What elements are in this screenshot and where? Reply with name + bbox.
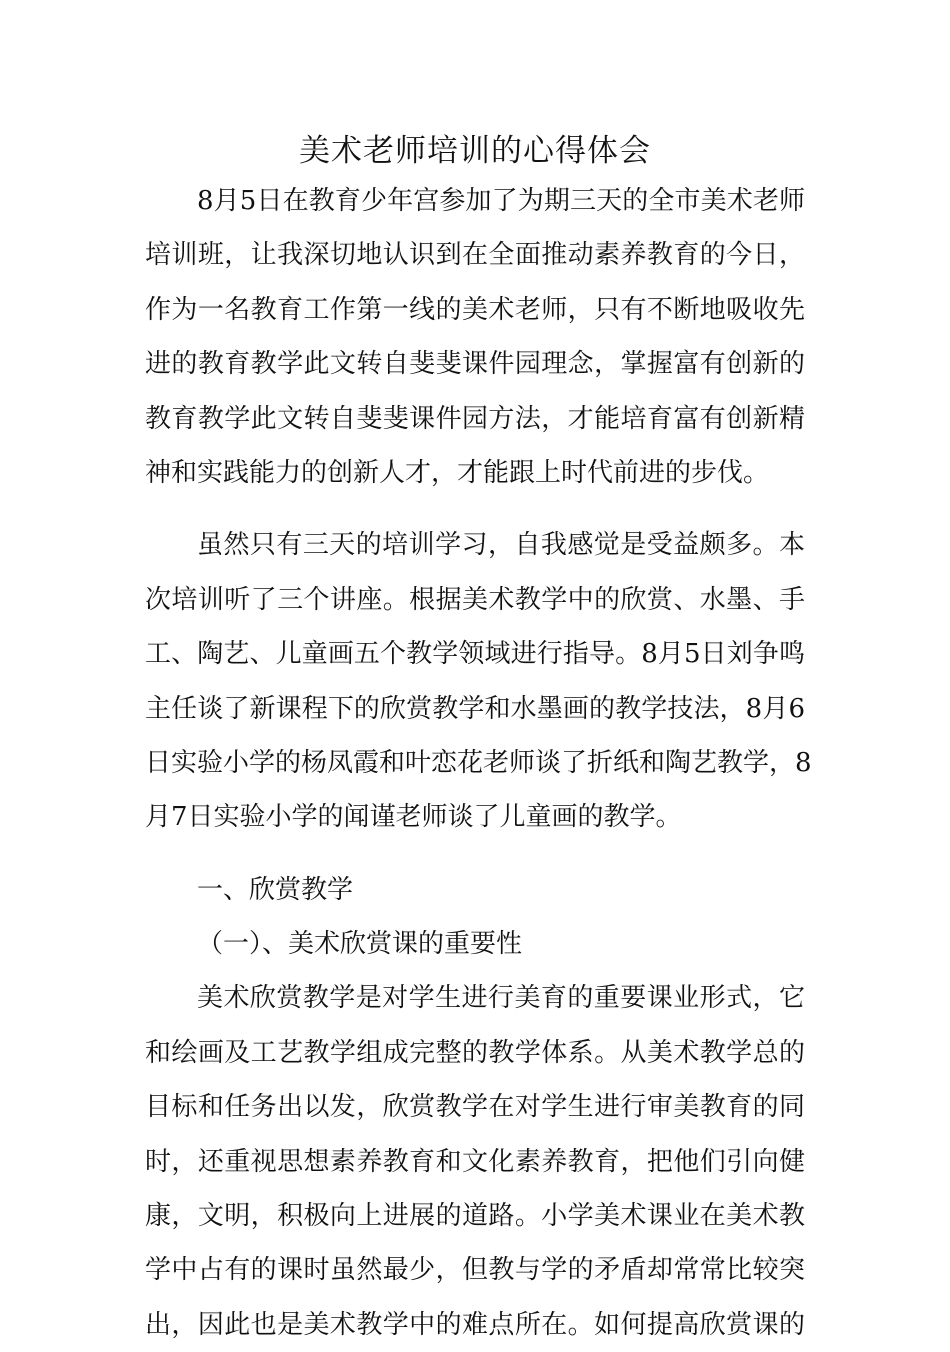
- text-line: 作为一名教育工作第一线的美术老师，只有不断地吸收先: [145, 294, 805, 325]
- subsection-heading: [145, 917, 805, 971]
- text-line: 主任谈了新课程下的欣赏教学和水墨画的教学技法，8月6: [145, 693, 805, 724]
- text-line: 学中占有的课时虽然最少，但教与学的矛盾却常常比较突: [145, 1255, 805, 1286]
- section-heading-text: 一、欣赏教学: [197, 874, 354, 905]
- paragraph-1: [145, 174, 805, 500]
- text-line: 教育教学此文转自斐斐课件园方法，才能培育富有创新精: [145, 403, 805, 434]
- section-heading: [145, 863, 805, 917]
- text-line: 和绘画及工艺教学组成完整的教学体系。从美术教学总的: [145, 1037, 805, 1068]
- text-line: 进的教育教学此文转自斐斐课件园理念，掌握富有创新的: [145, 349, 805, 380]
- document-body: [145, 174, 812, 1352]
- subsection-heading-text: （一）、美术欣赏课的重要性: [197, 929, 523, 960]
- text-line: 日实验小学的杨凤霞和叶恋花老师谈了折纸和陶艺教学，8: [145, 747, 812, 778]
- text-line: 培训班，让我深切地认识到在全面推动素养教育的今日，: [145, 240, 805, 271]
- text-line: 虽然只有三天的培训学习，自我感觉是受益颇多。本: [197, 530, 805, 561]
- text-line: 康，文明，积极向上进展的道路。小学美术课业在美术教: [145, 1201, 805, 1232]
- text-line: 美术欣赏教学是对学生进行美育的重要课业形式，它: [197, 983, 805, 1014]
- paragraph-2: [145, 518, 812, 844]
- text-line: 月7日实验小学的闻谨老师谈了儿童画的教学。: [145, 802, 682, 833]
- document-title: 美术老师培训的心得体会: [299, 133, 651, 169]
- text-line: 工、陶艺、儿童画五个教学领域进行指导。8月5日刘争鸣: [145, 639, 805, 670]
- text-line: 8月5日在教育少年宫参加了为期三天的全市美术老师: [197, 186, 805, 216]
- paragraph-3: [145, 971, 805, 1352]
- paragraph-gap: [145, 500, 805, 518]
- text-line: 次培训听了三个讲座。根据美术教学中的欣赏、水墨、手: [145, 584, 805, 615]
- text-line: 时，还重视思想素养教育和文化素养教育，把他们引向健: [145, 1146, 805, 1177]
- text-line: 目标和任务出以发，欣赏教学在对学生进行审美教育的同: [145, 1092, 805, 1123]
- text-line: 神和实践能力的创新人才，才能跟上时代前进的步伐。: [145, 457, 770, 488]
- paragraph-gap: [145, 845, 805, 863]
- text-line: 出，因此也是美术教学中的难点所在。如何提高欣赏课的: [145, 1309, 805, 1340]
